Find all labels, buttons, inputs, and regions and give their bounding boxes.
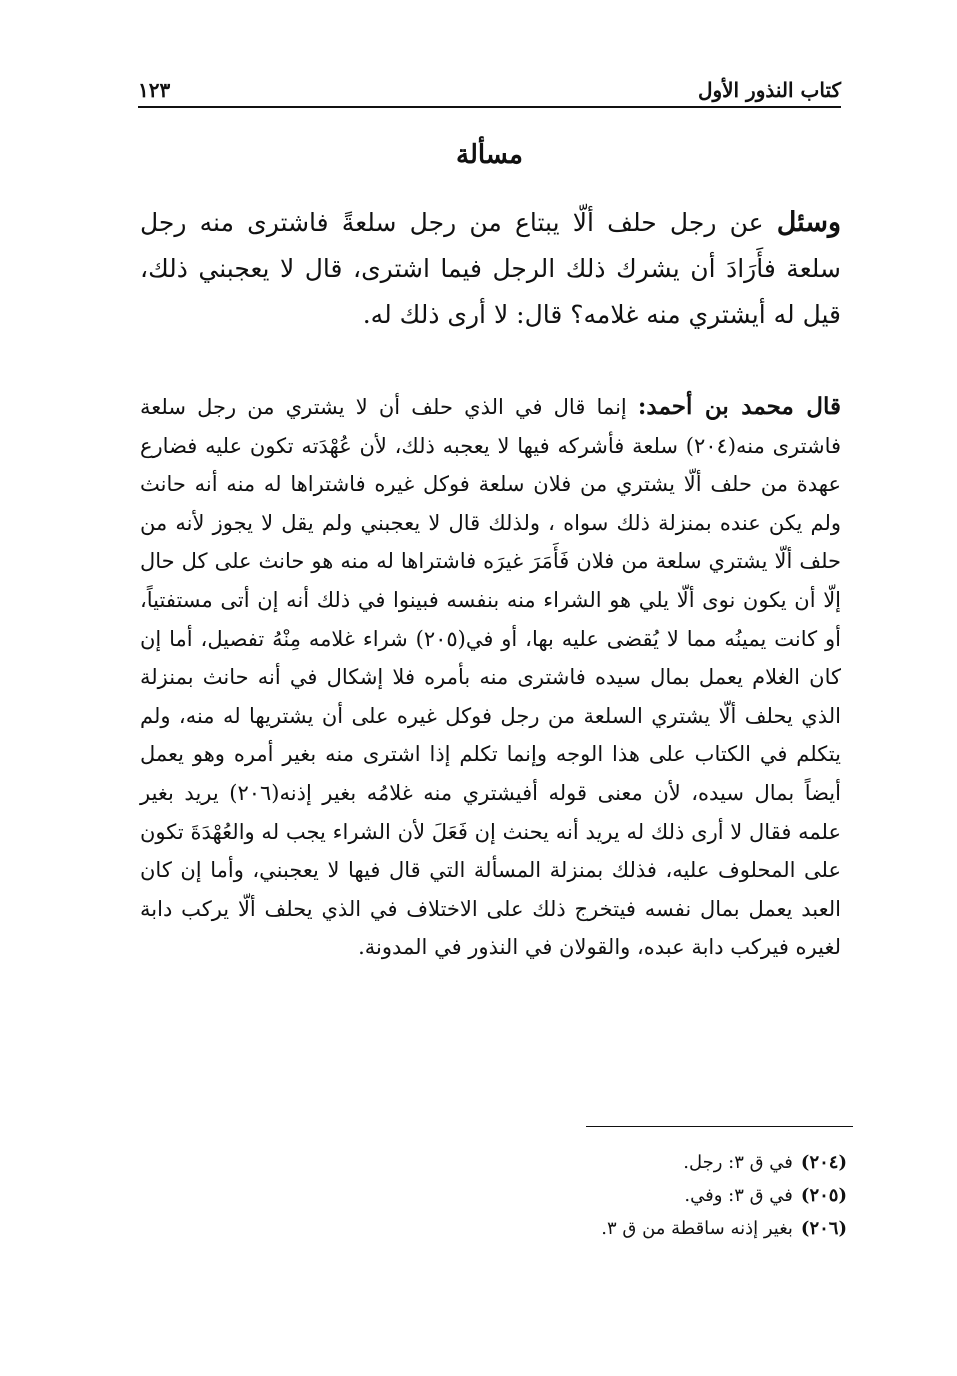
footnote-number: (٢٠٦)	[800, 1218, 847, 1239]
footnote-text: في ق ٣: وفي.	[684, 1185, 793, 1206]
footnote-rule	[586, 1126, 853, 1127]
question-text: عن رجل حلف ألّا يبتاع من رجل سلعةً فاشترى منه رجل سلعة فأَرَادَ أن يشرك ذلك الرجل فيما اشترى، قال لا يعجبني ذلك، قيل له أيشتري منه غلامه؟ قال: لا أرى ذلك له.	[140, 208, 841, 329]
question-paragraph	[140, 200, 841, 338]
footnote-text: في ق ٣: رجل.	[683, 1152, 793, 1173]
footnote-text: بغير إذنه ساقطة من ق ٣.	[601, 1218, 793, 1239]
page-number: ١٢٣	[138, 78, 171, 102]
footnote-204	[138, 1146, 847, 1179]
footnotes	[138, 1146, 847, 1245]
footnote-206	[138, 1212, 847, 1245]
section-title: مسألة	[456, 140, 523, 170]
footnote-number: (٢٠٤)	[800, 1152, 847, 1173]
commentary-lead: قال محمد بن أحمد:	[637, 393, 841, 420]
header-rule	[138, 106, 841, 108]
commentary-paragraph	[140, 388, 841, 967]
commentary-text: إنما قال في الذي حلف أن لا يشتري من رجل سلعة فاشترى منه(٢٠٤) سلعة فأشركه فيها لا يعجبه ذلك، لأن عُهْدَته تكون عليه فضارع عهدة من حلف ألّا يشتري من فلان سلعة فوكل غيره فاشتراها له منه أنه حانث ولم يكن عنده بمنزلة ذلك سواه ، ولذلك قال لا يعجبني ولم يقل لا يجوز لأنه من حلف ألّا يشتري سلعة من فلان فَأَمَرَ غيرَه فاشتراها له منه هو حانث على كل حال إلّا أن يكون نوى ألّا يلي هو الشراء منه بنفسه فبينوا في ذلك أنه إن أتى مستفتياً، أو كانت يمينُه مما لا يُقضى عليه بها، أو في(٢٠٥) شراء غلامه مِنْهُ تفصيل، أما إن كان الغلام يعمل بمال سيده فاشترى منه بأمره فلا إشكال في أنه حانث بمنزلة الذي يحلف ألّا يشتري السلعة من رجل فوكل غيره على أن يشتريها له منه، ولم يتكلم في الكتاب على هذا الوجه وإنما تكلم إذا اشترى منه بغير أمره وهو يعمل أيضاً بمال سيده، لأن معنى قوله أفيشتري منه غلامُه بغير إذنه(٢٠٦) يريد بغير علمه فقال لا أرى ذلك له يريد أنه يحنث إن فَعَلَ لأن الشراء يجب له والعُهْدَةَ تكون على المحلوف عليه، فذلك بمنزلة المسألة التي قال فيها لا يعجبني، وأما إن كان العبد يعمل بمال نفسه فيتخرج ذلك على الاختلاف في الذي يحلف ألّا يركب دابة لغيره فيركب دابة عبده، والقولان في النذور في المدونة.	[140, 395, 842, 960]
footnote-number: (٢٠٥)	[800, 1185, 847, 1206]
page-header	[138, 62, 841, 102]
footnote-205	[138, 1179, 847, 1212]
running-title: كتاب النذور الأول	[697, 78, 841, 102]
question-lead: وسئل	[776, 207, 841, 238]
